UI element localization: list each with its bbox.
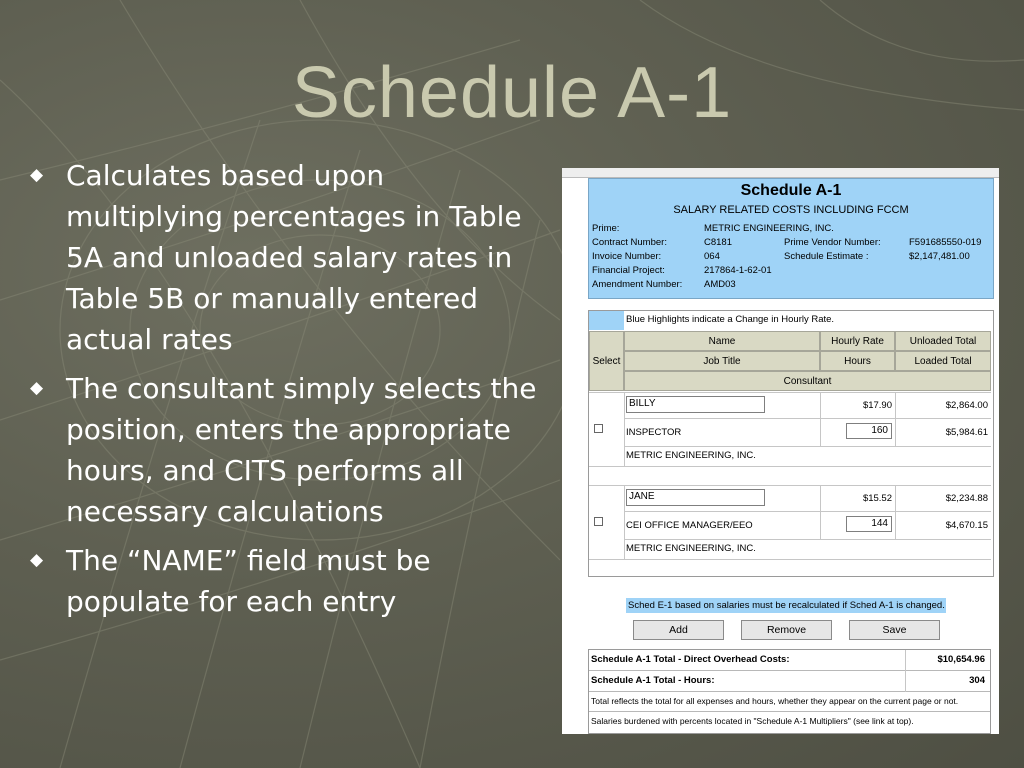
legend-swatch (589, 311, 624, 330)
table-legend: Blue Highlights indicate a Change in Hourly Rate. (626, 314, 835, 325)
bullet-item (28, 540, 548, 622)
schedule-a1-screenshot (562, 168, 999, 734)
amendment-value: AMD03 (704, 279, 736, 290)
prime-vendor-label: Prime Vendor Number: (784, 237, 881, 248)
column-divider (895, 485, 896, 539)
hourly-rate-header: Hourly Rate (820, 331, 895, 351)
entry-name-input[interactable]: BILLY (626, 396, 765, 413)
entry-unloaded-total: $2,234.88 (945, 493, 988, 504)
bullet-text: The consultant simply selects the position, enters the appropriate hours, and CITS performs all necessary calculations (66, 372, 537, 528)
column-divider (624, 485, 625, 559)
entry-hours-input[interactable]: 160 (846, 423, 892, 439)
bullet-list (28, 155, 548, 630)
invoice-value: 064 (704, 251, 720, 262)
loaded-total-header: Loaded Total (895, 351, 991, 371)
totals-note-row (589, 692, 990, 712)
financial-project-value: 217864-1-62-01 (704, 265, 772, 276)
hours-header: Hours (820, 351, 895, 371)
diamond-bullet-icon: ◆ (30, 165, 44, 185)
entry-loaded-total: $5,984.61 (945, 427, 988, 438)
column-divider (895, 392, 896, 446)
unloaded-total-header: Unloaded Total (895, 331, 991, 351)
remove-button[interactable]: Remove (741, 620, 832, 640)
column-divider (820, 392, 821, 446)
entry-name-input[interactable]: JANE (626, 489, 765, 506)
column-divider (624, 392, 625, 466)
contract-label: Contract Number: (592, 237, 667, 248)
row-divider (624, 511, 991, 512)
schedule-header-panel (588, 178, 994, 299)
entry-hours-input[interactable]: 144 (846, 516, 892, 532)
bullet-item (28, 155, 548, 360)
totals-note: Total reflects the total for all expenses and hours, whether they appear on the current page or not. (591, 696, 959, 706)
slide-title: Schedule A-1 (291, 53, 733, 133)
name-header: Name (624, 331, 820, 351)
salary-table (588, 310, 994, 577)
total-hours-label: Schedule A-1 Total - Hours: (591, 675, 715, 686)
save-button[interactable]: Save (849, 620, 940, 640)
schedule-subtitle: SALARY RELATED COSTS INCLUDING FCCM (673, 204, 909, 216)
bullet-text: Calculates based upon multiplying percentages in Table 5A and unloaded salary rates in Table 5B or manually entered actual rates (66, 159, 522, 356)
burden-note: Salaries burdened with percents located in "Schedule A-1 Multipliers" (see link at top). (591, 716, 914, 726)
browser-top-strip (562, 168, 999, 178)
total-hours-value: 304 (969, 675, 985, 686)
column-divider (905, 650, 906, 671)
column-divider (905, 671, 906, 692)
total-overhead-label: Schedule A-1 Total - Direct Overhead Costs: (591, 654, 790, 665)
row-divider (589, 392, 991, 393)
row-divider (589, 559, 991, 560)
column-divider (820, 485, 821, 539)
total-overhead-value: $10,654.96 (937, 654, 985, 665)
row-divider (624, 539, 991, 540)
schedule-estimate-label: Schedule Estimate : (784, 251, 869, 262)
totals-table (588, 649, 991, 734)
row-divider (589, 485, 991, 486)
prime-vendor-value: F591685550-019 (909, 237, 982, 248)
burden-note-row (589, 712, 990, 732)
entry-job-title: INSPECTOR (626, 427, 682, 438)
financial-project-label: Financial Project: (592, 265, 665, 276)
bullet-text: The “NAME” field must be populate for each entry (66, 544, 431, 618)
diamond-bullet-icon: ◆ (30, 378, 44, 398)
contract-value: C8181 (704, 237, 732, 248)
entry-hourly-rate: $17.90 (862, 400, 892, 411)
row-divider (589, 466, 991, 467)
entry-unloaded-total: $2,864.00 (945, 400, 988, 411)
row-divider (624, 446, 991, 447)
entry-hourly-rate: $15.52 (862, 493, 892, 504)
job-title-header: Job Title (624, 351, 820, 371)
add-button[interactable]: Add (633, 620, 724, 640)
diamond-bullet-icon: ◆ (30, 550, 44, 570)
bullet-item (28, 368, 548, 532)
entry-consultant: METRIC ENGINEERING, INC. (626, 543, 756, 554)
prime-label: Prime: (592, 223, 620, 234)
entry-select-checkbox[interactable] (594, 424, 603, 433)
entry-consultant: METRIC ENGINEERING, INC. (626, 450, 756, 461)
prime-value: METRIC ENGINEERING, INC. (704, 223, 834, 234)
consultant-header: Consultant (624, 371, 991, 391)
entry-select-checkbox[interactable] (594, 517, 603, 526)
schedule-estimate-value: $2,147,481.00 (909, 251, 970, 262)
invoice-label: Invoice Number: (592, 251, 662, 262)
entry-loaded-total: $4,670.15 (945, 520, 988, 531)
total-overhead-row (589, 650, 990, 671)
recalc-note: Sched E-1 based on salaries must be recalculated if Sched A-1 is changed. (628, 600, 945, 611)
row-divider (624, 418, 991, 419)
select-header: Select (589, 331, 624, 391)
entry-job-title: CEI OFFICE MANAGER/EEO (626, 520, 753, 531)
total-hours-row (589, 671, 990, 692)
schedule-title: Schedule A-1 (740, 182, 842, 199)
amendment-label: Amendment Number: (592, 279, 683, 290)
